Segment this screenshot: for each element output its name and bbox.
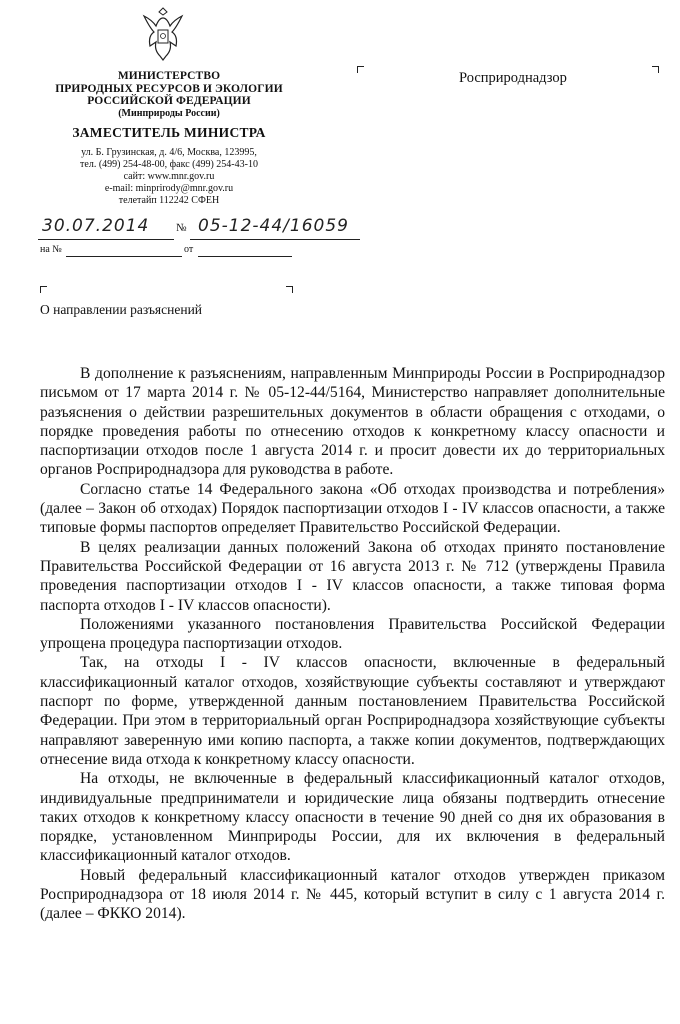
body-paragraph: Новый федеральный классификационный каталог отходов утвержден приказом Росприроднадзора от 18 июля 2014 г. № 445, который вступит в силу с 1 августа 2014 г. (далее – ФККО 2014).	[40, 866, 665, 923]
signatory-position: ЗАМЕСТИТЕЛЬ МИНИСТРА	[72, 124, 266, 140]
reply-date-label: от	[184, 244, 194, 255]
body-paragraph: В дополнение к разъяснениям, направленным Минприроды России в Росприроднадзор письмом от 17 марта 2014 г. № 05-12-44/5164, Министерство направляет дополнительные разъяснения о действии разрешительных документов в области обращения с отходами, о порядке проведения работы по отнесению отходов к конкретному классу опасности и паспортизации отходов после 1 августа 2014 г. и просит довести их до территориальных органов Росприроднадзора для руководства в работе.	[40, 365, 665, 479]
reply-date-underline	[198, 256, 292, 257]
coat-of-arms-icon	[140, 6, 186, 62]
handwritten-number: 05-12-44/16059	[198, 216, 349, 236]
recipient-name: Росприроднадзор	[459, 70, 567, 86]
number-underline	[190, 239, 360, 240]
phone-line: тел. (499) 254-48-00, факс (499) 254-43-10	[80, 158, 258, 170]
recipient-corner-right	[652, 66, 659, 73]
letter-subject: О направлении разъяснений	[40, 302, 203, 317]
site-line: сайт: www.mnr.gov.ru	[123, 170, 215, 182]
teletype-line: телетайп 112242 СФЕН	[118, 194, 220, 206]
letter-body	[40, 364, 665, 924]
handwritten-date: 30.07.2014	[42, 216, 150, 236]
ministry-short-name: (Минприроды России)	[118, 107, 220, 119]
ministry-header	[24, 70, 314, 207]
body-paragraph: На отходы, не включенные в федеральный классификационный каталог отходов, индивидуальные предприниматели и юридические лица обязаны подтвердить отнесение таких отходов к конкретному классу опасности в течение 90 дней со дня их образования в порядке, установленном Минприроды России, для их включения в федеральный классификационный каталог отходов.	[40, 770, 665, 865]
subject-corner-right	[286, 286, 293, 293]
body-paragraph: Положениями указанного постановления Правительства Российской Федерации упрощена процедура паспортизации отходов.	[40, 615, 665, 653]
ministry-name-line3: РОССИЙСКОЙ ФЕДЕРАЦИИ	[87, 95, 251, 107]
body-paragraph: Так, на отходы I - IV классов опасности, включенные в федеральный классификационный каталог отходов, хозяйствующие субъекты составляют и утверждают паспорт по форме, утвержденной данным постановлением Правительства Российской Федерации. При этом в территориальный орган Росприроднадзора хозяйствующие субъекты направляют заверенную ими копию паспорта, а также копии документов, подтверждающих отнесение вида отхода к конкретному классу опасности.	[40, 654, 665, 768]
address-line: ул. Б. Грузинская, д. 4/6, Москва, 123995,	[81, 146, 257, 158]
body-paragraph: В целях реализации данных положений Закона об отходах принято постановление Правительства Российской Федерации от 16 августа 2013 г. № 712 (утверждены Правила проведения паспортизации отходов I - IV классов опасности, а также типовая форма паспорта отходов I - IV классов опасности).	[40, 538, 665, 614]
recipient-corner-left	[357, 66, 364, 73]
body-paragraph: Согласно статье 14 Федерального закона «Об отходах производства и потребления» (далее – Закон об отходах) Порядок паспортизации отходов I - IV классов опасности, а также типовые формы паспортов определяет Правительство Российской Федерации.	[40, 480, 665, 537]
ministry-name-line2: ПРИРОДНЫХ РЕСУРСОВ И ЭКОЛОГИИ	[55, 82, 283, 95]
ministry-name-line1: МИНИСТЕРСТВО	[117, 70, 221, 82]
subject-corner-left	[40, 286, 47, 293]
reply-number-label: на №	[40, 244, 62, 255]
date-underline	[38, 239, 174, 240]
number-label: №	[176, 222, 187, 234]
reply-number-underline	[66, 256, 182, 257]
email-line: e-mail: minprirody@mnr.gov.ru	[104, 182, 234, 194]
